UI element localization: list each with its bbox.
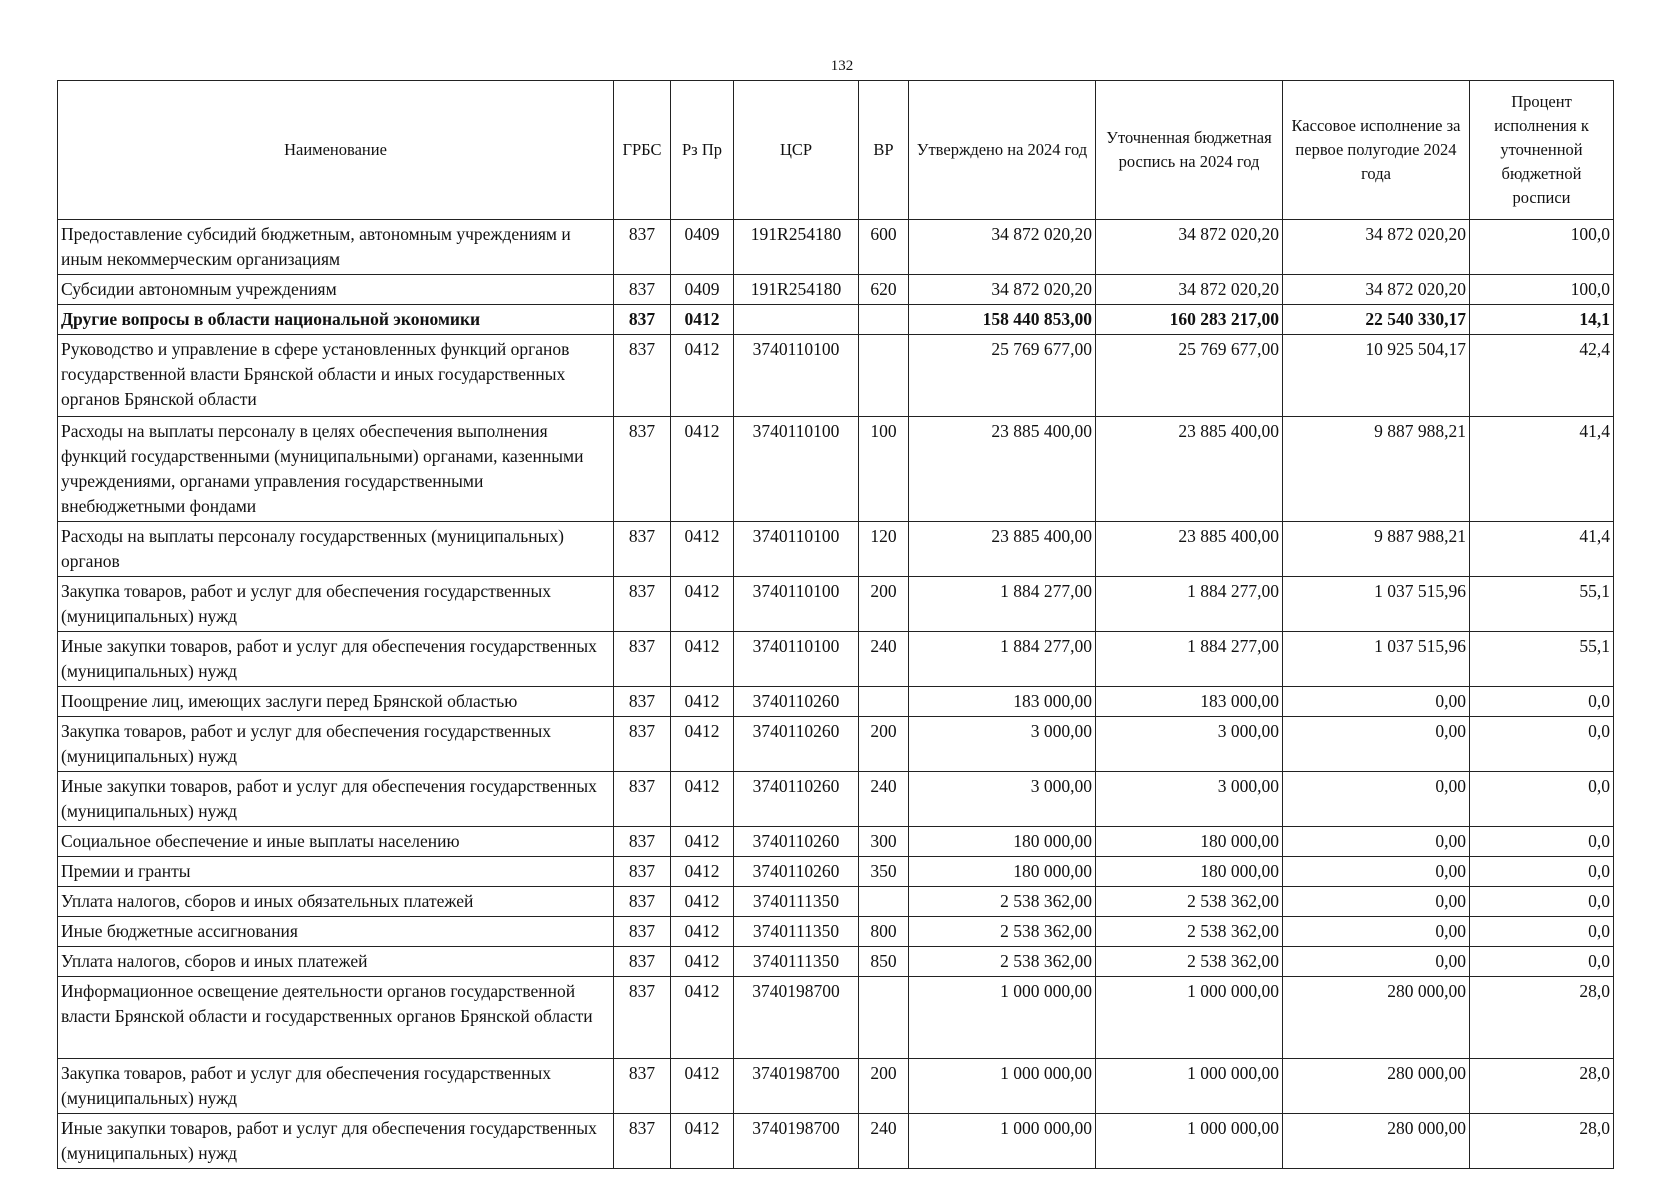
cell-refined: 1 000 000,00 bbox=[1096, 1114, 1283, 1169]
cell-name: Иные закупки товаров, работ и услуг для обеспечения государственных (муниципальных) нужд bbox=[58, 632, 614, 687]
cell-grbs: 837 bbox=[614, 305, 671, 335]
cell-csr: 3740110100 bbox=[734, 632, 859, 687]
cell-cash: 0,00 bbox=[1283, 717, 1470, 772]
cell-percent: 0,0 bbox=[1470, 717, 1614, 772]
cell-name: Предоставление субсидий бюджетным, автономным учреждениям и иным некоммерческим организациям bbox=[58, 220, 614, 275]
cell-csr: 3740198700 bbox=[734, 1114, 859, 1169]
cell-refined: 25 769 677,00 bbox=[1096, 335, 1283, 417]
cell-name: Иные закупки товаров, работ и услуг для обеспечения государственных (муниципальных) нужд bbox=[58, 1114, 614, 1169]
cell-name: Субсидии автономным учреждениям bbox=[58, 275, 614, 305]
cell-csr: 3740198700 bbox=[734, 977, 859, 1059]
cell-csr: 3740110100 bbox=[734, 577, 859, 632]
table-row bbox=[58, 577, 1614, 632]
cell-rzpr: 0412 bbox=[671, 577, 734, 632]
table-row bbox=[58, 220, 1614, 275]
cell-percent: 0,0 bbox=[1470, 687, 1614, 717]
cell-approved: 1 000 000,00 bbox=[909, 1114, 1096, 1169]
cell-rzpr: 0412 bbox=[671, 1114, 734, 1169]
cell-approved: 158 440 853,00 bbox=[909, 305, 1096, 335]
cell-rzpr: 0412 bbox=[671, 887, 734, 917]
cell-csr: 3740110260 bbox=[734, 772, 859, 827]
cell-name: Руководство и управление в сфере установленных функций органов государственной власти Брянской области и иных государственных органов Брянской области bbox=[58, 335, 614, 417]
cell-rzpr: 0412 bbox=[671, 1059, 734, 1114]
cell-refined: 1 000 000,00 bbox=[1096, 977, 1283, 1059]
cell-csr: 3740110260 bbox=[734, 827, 859, 857]
cell-name: Социальное обеспечение и иные выплаты населению bbox=[58, 827, 614, 857]
cell-rzpr: 0412 bbox=[671, 827, 734, 857]
table-row bbox=[58, 632, 1614, 687]
cell-name: Закупка товаров, работ и услуг для обеспечения государственных (муниципальных) нужд bbox=[58, 717, 614, 772]
cell-rzpr: 0412 bbox=[671, 335, 734, 417]
cell-cash: 0,00 bbox=[1283, 947, 1470, 977]
cell-approved: 34 872 020,20 bbox=[909, 275, 1096, 305]
cell-grbs: 837 bbox=[614, 1114, 671, 1169]
cell-grbs: 837 bbox=[614, 917, 671, 947]
cell-rzpr: 0412 bbox=[671, 687, 734, 717]
cell-refined: 180 000,00 bbox=[1096, 827, 1283, 857]
budget-table bbox=[57, 80, 1614, 1169]
cell-cash: 280 000,00 bbox=[1283, 1114, 1470, 1169]
cell-grbs: 837 bbox=[614, 417, 671, 522]
cell-grbs: 837 bbox=[614, 717, 671, 772]
cell-percent: 41,4 bbox=[1470, 522, 1614, 577]
cell-csr bbox=[734, 305, 859, 335]
cell-name: Уплата налогов, сборов и иных платежей bbox=[58, 947, 614, 977]
cell-name: Закупка товаров, работ и услуг для обеспечения государственных (муниципальных) нужд bbox=[58, 577, 614, 632]
cell-cash: 10 925 504,17 bbox=[1283, 335, 1470, 417]
cell-cash: 280 000,00 bbox=[1283, 1059, 1470, 1114]
cell-refined: 160 283 217,00 bbox=[1096, 305, 1283, 335]
table-row bbox=[58, 417, 1614, 522]
cell-csr: 3740198700 bbox=[734, 1059, 859, 1114]
cell-name: Расходы на выплаты персоналу государственных (муниципальных) органов bbox=[58, 522, 614, 577]
cell-percent: 41,4 bbox=[1470, 417, 1614, 522]
cell-grbs: 837 bbox=[614, 632, 671, 687]
cell-name: Поощрение лиц, имеющих заслуги перед Брянской областью bbox=[58, 687, 614, 717]
cell-rzpr: 0412 bbox=[671, 417, 734, 522]
cell-cash: 0,00 bbox=[1283, 687, 1470, 717]
cell-approved: 2 538 362,00 bbox=[909, 887, 1096, 917]
cell-grbs: 837 bbox=[614, 977, 671, 1059]
table-row bbox=[58, 947, 1614, 977]
cell-rzpr: 0412 bbox=[671, 772, 734, 827]
column-header-csr: ЦСР bbox=[734, 81, 859, 220]
cell-approved: 180 000,00 bbox=[909, 827, 1096, 857]
table-row bbox=[58, 305, 1614, 335]
column-header-approved: Утверждено на 2024 год bbox=[909, 81, 1096, 220]
cell-refined: 23 885 400,00 bbox=[1096, 417, 1283, 522]
cell-csr: 3740110260 bbox=[734, 857, 859, 887]
cell-percent: 55,1 bbox=[1470, 577, 1614, 632]
cell-refined: 2 538 362,00 bbox=[1096, 917, 1283, 947]
column-header-refined: Уточненная бюджетная роспись на 2024 год bbox=[1096, 81, 1283, 220]
column-header-percent: Процент исполнения к уточненной бюджетной росписи bbox=[1470, 81, 1614, 220]
cell-percent: 0,0 bbox=[1470, 887, 1614, 917]
cell-vr bbox=[859, 977, 909, 1059]
cell-cash: 0,00 bbox=[1283, 827, 1470, 857]
cell-name: Расходы на выплаты персоналу в целях обеспечения выполнения функций государственными (муниципальными) органами, казенными учреждениями, органами управления государственными внебюджетными фондами bbox=[58, 417, 614, 522]
cell-refined: 1 884 277,00 bbox=[1096, 632, 1283, 687]
cell-cash: 22 540 330,17 bbox=[1283, 305, 1470, 335]
column-header-cash: Кассовое исполнение за первое полугодие 2024 года bbox=[1283, 81, 1470, 220]
cell-refined: 2 538 362,00 bbox=[1096, 887, 1283, 917]
cell-vr: 240 bbox=[859, 1114, 909, 1169]
table-row bbox=[58, 687, 1614, 717]
cell-percent: 42,4 bbox=[1470, 335, 1614, 417]
table-row bbox=[58, 275, 1614, 305]
cell-percent: 100,0 bbox=[1470, 220, 1614, 275]
column-header-vr: ВР bbox=[859, 81, 909, 220]
cell-grbs: 837 bbox=[614, 687, 671, 717]
page-number: 132 bbox=[830, 58, 854, 74]
cell-vr: 200 bbox=[859, 577, 909, 632]
cell-cash: 34 872 020,20 bbox=[1283, 275, 1470, 305]
cell-grbs: 837 bbox=[614, 220, 671, 275]
cell-cash: 1 037 515,96 bbox=[1283, 632, 1470, 687]
cell-percent: 55,1 bbox=[1470, 632, 1614, 687]
cell-cash: 9 887 988,21 bbox=[1283, 522, 1470, 577]
cell-cash: 34 872 020,20 bbox=[1283, 220, 1470, 275]
cell-name: Другие вопросы в области национальной экономики bbox=[58, 305, 614, 335]
column-header-grbs: ГРБС bbox=[614, 81, 671, 220]
cell-vr: 200 bbox=[859, 1059, 909, 1114]
cell-percent: 28,0 bbox=[1470, 1114, 1614, 1169]
cell-approved: 180 000,00 bbox=[909, 857, 1096, 887]
cell-vr: 240 bbox=[859, 772, 909, 827]
cell-approved: 34 872 020,20 bbox=[909, 220, 1096, 275]
cell-csr: 3740111350 bbox=[734, 947, 859, 977]
cell-percent: 0,0 bbox=[1470, 917, 1614, 947]
cell-rzpr: 0412 bbox=[671, 917, 734, 947]
cell-cash: 280 000,00 bbox=[1283, 977, 1470, 1059]
table-row bbox=[58, 772, 1614, 827]
table-row bbox=[58, 717, 1614, 772]
cell-grbs: 837 bbox=[614, 827, 671, 857]
cell-cash: 1 037 515,96 bbox=[1283, 577, 1470, 632]
cell-approved: 1 000 000,00 bbox=[909, 1059, 1096, 1114]
cell-csr: 3740111350 bbox=[734, 917, 859, 947]
cell-grbs: 837 bbox=[614, 275, 671, 305]
cell-vr: 600 bbox=[859, 220, 909, 275]
cell-approved: 3 000,00 bbox=[909, 772, 1096, 827]
cell-percent: 0,0 bbox=[1470, 857, 1614, 887]
cell-name: Уплата налогов, сборов и иных обязательных платежей bbox=[58, 887, 614, 917]
cell-vr: 800 bbox=[859, 917, 909, 947]
cell-name: Закупка товаров, работ и услуг для обеспечения государственных (муниципальных) нужд bbox=[58, 1059, 614, 1114]
cell-vr: 100 bbox=[859, 417, 909, 522]
cell-refined: 34 872 020,20 bbox=[1096, 275, 1283, 305]
table-row bbox=[58, 1114, 1614, 1169]
cell-percent: 0,0 bbox=[1470, 947, 1614, 977]
cell-approved: 1 884 277,00 bbox=[909, 632, 1096, 687]
cell-rzpr: 0412 bbox=[671, 305, 734, 335]
cell-csr: 3740110260 bbox=[734, 717, 859, 772]
cell-refined: 34 872 020,20 bbox=[1096, 220, 1283, 275]
cell-percent: 28,0 bbox=[1470, 977, 1614, 1059]
cell-cash: 0,00 bbox=[1283, 887, 1470, 917]
cell-vr: 620 bbox=[859, 275, 909, 305]
cell-refined: 3 000,00 bbox=[1096, 772, 1283, 827]
table-row bbox=[58, 1059, 1614, 1114]
table-row bbox=[58, 857, 1614, 887]
column-header-rzpr: Рз Пр bbox=[671, 81, 734, 220]
cell-approved: 23 885 400,00 bbox=[909, 522, 1096, 577]
cell-cash: 0,00 bbox=[1283, 917, 1470, 947]
cell-grbs: 837 bbox=[614, 887, 671, 917]
cell-approved: 2 538 362,00 bbox=[909, 947, 1096, 977]
cell-percent: 28,0 bbox=[1470, 1059, 1614, 1114]
cell-percent: 14,1 bbox=[1470, 305, 1614, 335]
table-row bbox=[58, 917, 1614, 947]
cell-csr: 3740110100 bbox=[734, 335, 859, 417]
cell-grbs: 837 bbox=[614, 577, 671, 632]
cell-refined: 2 538 362,00 bbox=[1096, 947, 1283, 977]
cell-grbs: 837 bbox=[614, 522, 671, 577]
cell-cash: 0,00 bbox=[1283, 772, 1470, 827]
cell-vr bbox=[859, 887, 909, 917]
cell-approved: 1 884 277,00 bbox=[909, 577, 1096, 632]
cell-refined: 180 000,00 bbox=[1096, 857, 1283, 887]
cell-vr bbox=[859, 687, 909, 717]
cell-refined: 3 000,00 bbox=[1096, 717, 1283, 772]
cell-rzpr: 0412 bbox=[671, 977, 734, 1059]
cell-cash: 0,00 bbox=[1283, 857, 1470, 887]
table-row bbox=[58, 827, 1614, 857]
cell-rzpr: 0409 bbox=[671, 275, 734, 305]
cell-vr: 300 bbox=[859, 827, 909, 857]
cell-rzpr: 0412 bbox=[671, 857, 734, 887]
cell-rzpr: 0409 bbox=[671, 220, 734, 275]
cell-percent: 100,0 bbox=[1470, 275, 1614, 305]
cell-csr: 3740110100 bbox=[734, 522, 859, 577]
cell-approved: 3 000,00 bbox=[909, 717, 1096, 772]
cell-name: Премии и гранты bbox=[58, 857, 614, 887]
cell-grbs: 837 bbox=[614, 1059, 671, 1114]
cell-rzpr: 0412 bbox=[671, 632, 734, 687]
cell-name: Иные бюджетные ассигнования bbox=[58, 917, 614, 947]
cell-approved: 183 000,00 bbox=[909, 687, 1096, 717]
cell-csr: 3740110100 bbox=[734, 417, 859, 522]
cell-vr: 350 bbox=[859, 857, 909, 887]
cell-csr: 3740110260 bbox=[734, 687, 859, 717]
cell-csr: 191R254180 bbox=[734, 275, 859, 305]
cell-approved: 1 000 000,00 bbox=[909, 977, 1096, 1059]
cell-csr: 191R254180 bbox=[734, 220, 859, 275]
column-header-name: Наименование bbox=[58, 81, 614, 220]
cell-name: Иные закупки товаров, работ и услуг для обеспечения государственных (муниципальных) нужд bbox=[58, 772, 614, 827]
cell-refined: 183 000,00 bbox=[1096, 687, 1283, 717]
cell-percent: 0,0 bbox=[1470, 827, 1614, 857]
table-body bbox=[58, 220, 1614, 1169]
cell-name: Информационное освещение деятельности органов государственной власти Брянской области и государственных органов Брянской области bbox=[58, 977, 614, 1059]
cell-rzpr: 0412 bbox=[671, 947, 734, 977]
cell-approved: 2 538 362,00 bbox=[909, 917, 1096, 947]
cell-rzpr: 0412 bbox=[671, 717, 734, 772]
cell-refined: 23 885 400,00 bbox=[1096, 522, 1283, 577]
cell-grbs: 837 bbox=[614, 772, 671, 827]
cell-percent: 0,0 bbox=[1470, 772, 1614, 827]
cell-refined: 1 000 000,00 bbox=[1096, 1059, 1283, 1114]
table-row bbox=[58, 335, 1614, 417]
table-row bbox=[58, 887, 1614, 917]
cell-grbs: 837 bbox=[614, 857, 671, 887]
cell-refined: 1 884 277,00 bbox=[1096, 577, 1283, 632]
cell-approved: 23 885 400,00 bbox=[909, 417, 1096, 522]
table-header-row bbox=[58, 81, 1614, 220]
cell-vr bbox=[859, 305, 909, 335]
cell-cash: 9 887 988,21 bbox=[1283, 417, 1470, 522]
cell-grbs: 837 bbox=[614, 947, 671, 977]
cell-vr: 120 bbox=[859, 522, 909, 577]
cell-vr: 240 bbox=[859, 632, 909, 687]
cell-vr: 850 bbox=[859, 947, 909, 977]
table-row bbox=[58, 977, 1614, 1059]
cell-csr: 3740111350 bbox=[734, 887, 859, 917]
cell-approved: 25 769 677,00 bbox=[909, 335, 1096, 417]
cell-vr bbox=[859, 335, 909, 417]
table-row bbox=[58, 522, 1614, 577]
cell-vr: 200 bbox=[859, 717, 909, 772]
cell-grbs: 837 bbox=[614, 335, 671, 417]
cell-rzpr: 0412 bbox=[671, 522, 734, 577]
